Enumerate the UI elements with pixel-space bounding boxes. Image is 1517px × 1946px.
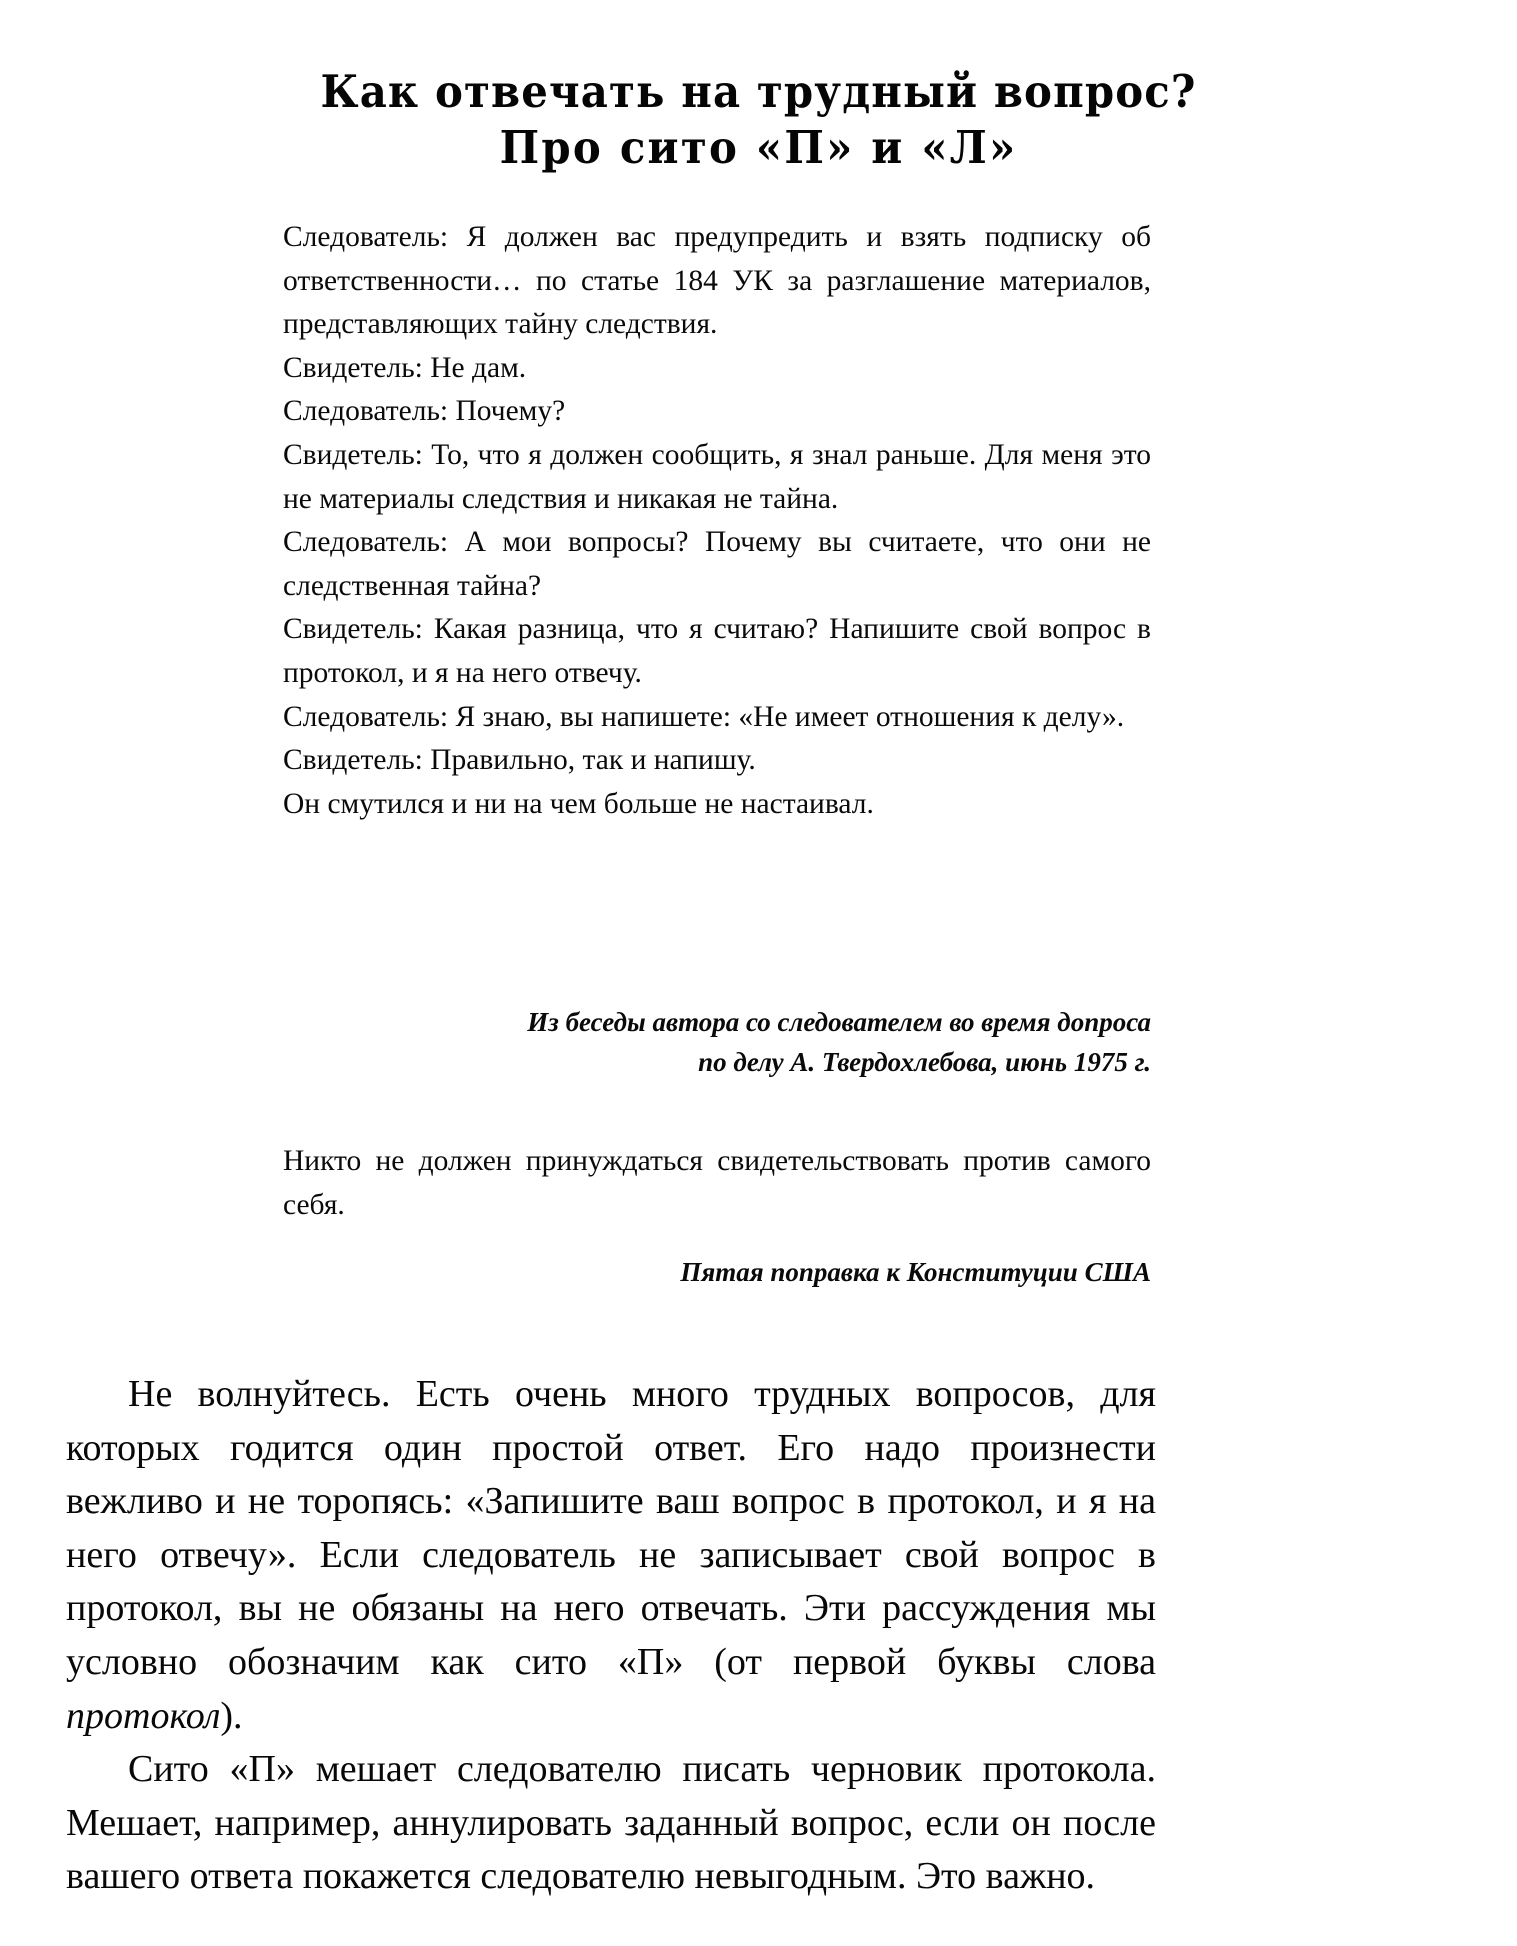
body-paragraph-2: Сито «П» мешает следователю писать черновик протокола. Мешает, например, аннулировать заданный вопрос, если он после вашего ответа покажется следователю невыгодным. Это важно.: [66, 1748, 1156, 1898]
attribution-1-line-2: по делу А. Твердохлебова, июнь 1975 г.: [698, 1047, 1151, 1077]
attribution-source-2: [283, 1252, 1151, 1292]
body-paragraph-1-part-1: Не волнуйтесь. Есть очень много трудных вопросов, для которых годится один простой ответ. Его надо произнести вежливо и не торопясь: «Запишите ваш вопрос в протокол, и я на него отвечу». Если следователь не записывает свой вопрос в протокол, вы не обязаны на него отвечать. Эти рассуждения мы условно обозначим как сито «П» (от первой буквы слова: [66, 1373, 1156, 1683]
body-paragraph-1: [66, 1368, 1156, 1743]
dialogue-line-4: Свидетель: То, что я должен сообщить, я знал раньше. Для меня это не материалы следствия и никакая не тайна.: [283, 438, 1151, 515]
attribution-1-line-1: Из беседы автора со следователем во время допроса: [527, 1007, 1151, 1037]
body-text: [66, 1368, 1156, 1904]
title-line-2: Про сито «П» и «Л»: [499, 121, 1018, 174]
dialogue-line-5: Следователь: А мои вопросы? Почему вы считаете, что они не следственная тайна?: [283, 526, 1151, 602]
body-paragraph-1-part-2: ).: [220, 1694, 243, 1737]
title-line-1: Как отвечать на трудный вопрос?: [320, 65, 1197, 118]
amendment-text: Никто не должен принуждаться свидетельствовать против самого себя.: [283, 1145, 1151, 1221]
body-paragraph-1-italic-word: протокол: [66, 1694, 221, 1737]
dialogue-line-3: Следователь: Почему?: [283, 395, 566, 428]
epigraph-dialogue: [283, 216, 1151, 826]
dialogue-line-9: Он смутился и ни на чем больше не настаивал.: [283, 787, 874, 820]
attribution-2-line-1: Пятая поправка к Конституции США: [680, 1257, 1151, 1287]
dialogue-line-1: Следователь: Я должен вас предупредить и взять подписку об ответственности… по статье 184 УК за разглашение материалов, представляющих тайну следствия.: [283, 221, 1151, 341]
dialogue-line-8: Свидетель: Правильно, так и напишу.: [283, 744, 756, 777]
epigraph-amendment: [283, 1140, 1151, 1227]
attribution-source-1: [283, 1002, 1151, 1082]
dialogue-line-2: Свидетель: Не дам.: [283, 351, 527, 384]
dialogue-line-7: Следователь: Я знаю, вы напишете: «Не имеет отношения к делу».: [283, 700, 1125, 733]
dialogue-line-6: Свидетель: Какая разница, что я считаю? Напишите свой вопрос в протокол, и я на него отвечу.: [283, 613, 1151, 689]
page-title: [0, 64, 1517, 176]
